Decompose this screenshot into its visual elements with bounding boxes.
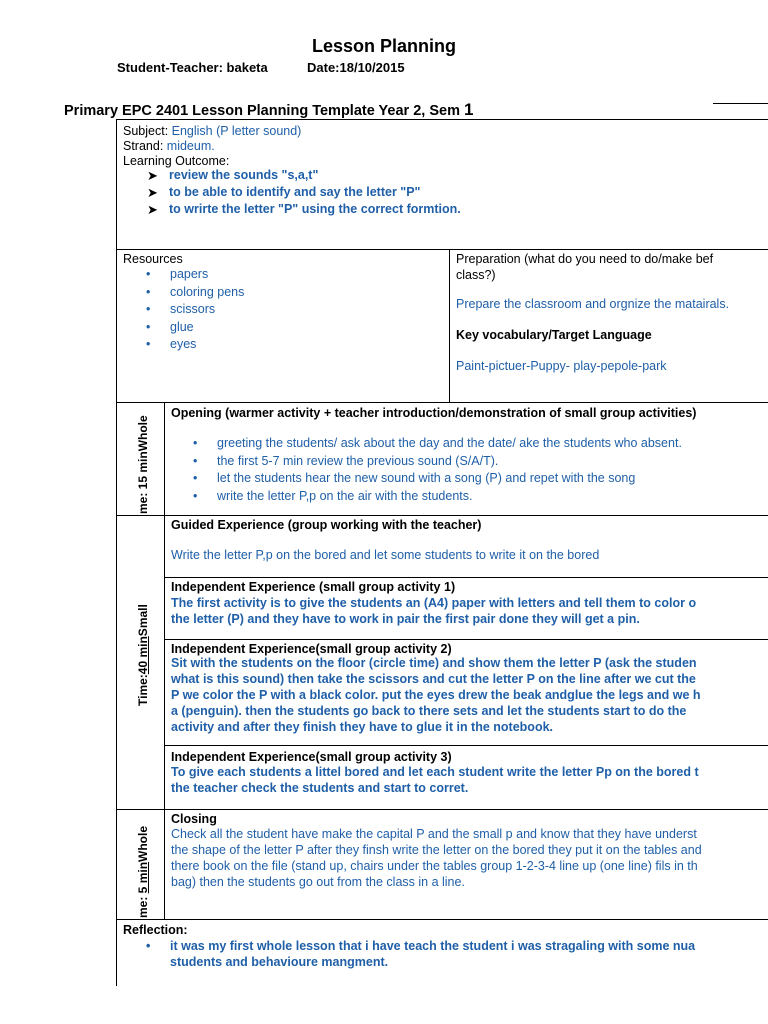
- template-title: [64, 100, 473, 120]
- text-line: The first activity is to give the students an (A4) paper with letters and tell them to color o: [171, 596, 697, 610]
- vocab-text: Paint-pictuer-Puppy- play-pepole-park: [456, 359, 667, 373]
- bullet-icon: •: [193, 488, 198, 503]
- text-line: To give each students a littel bored and let each student write the letter Pp on the bored t: [171, 765, 699, 779]
- closing-time-suffix: Whole: [136, 825, 150, 862]
- bullet-icon: •: [146, 337, 151, 351]
- text-line: students and behavioure mangment.: [170, 955, 389, 969]
- small-group-time-label: [136, 604, 150, 706]
- ind3-text: [171, 764, 699, 796]
- arrow-bullet-icon: ➤: [147, 168, 158, 183]
- divider-ind2: [164, 745, 768, 746]
- guided-heading: Guided Experience (group working with the teacher): [171, 518, 482, 532]
- bullet-icon: •: [193, 453, 198, 468]
- subject-label: Subject:: [123, 124, 172, 138]
- small-group-time-suffix: Small: [136, 604, 150, 637]
- reflection-heading: Reflection:: [123, 923, 188, 937]
- text-line: Sit with the students on the floor (circle time) and show them the letter P (ask the studen: [171, 656, 697, 670]
- bullet-icon: •: [146, 302, 151, 316]
- list-item: • eyes: [146, 336, 244, 354]
- list-item: • write the letter P,p on the air with the students.: [193, 488, 682, 506]
- resources-list: [146, 266, 244, 354]
- arrow-bullet-icon: ➤: [147, 185, 158, 200]
- divider-guided: [164, 577, 768, 578]
- strand-value: mideum.: [166, 139, 215, 153]
- text-line: the letter (P) and they have to work in pair the first pair done they will get a pin.: [171, 612, 640, 626]
- preparation-text: Prepare the classroom and orgnize the matairals.: [456, 297, 730, 311]
- divider-ind1: [164, 639, 768, 640]
- closing-time-label: [136, 826, 150, 918]
- resources-heading: Resources: [123, 252, 183, 266]
- divider-closing: [116, 809, 768, 810]
- strand-label: Strand:: [123, 139, 167, 153]
- template-title-text: Primary EPC 2401 Lesson Planning Template Year 2, Sem: [64, 103, 460, 119]
- bullet-icon: •: [146, 939, 151, 953]
- list-item: • papers: [146, 266, 244, 284]
- list-item: • let the students hear the new sound with a song (P) and repet with the song: [193, 470, 682, 488]
- text-line: Check all the student have make the capital P and the small p and know that they have underst: [171, 827, 697, 841]
- outcome-label: Learning Outcome:: [123, 154, 230, 168]
- page-title: Lesson Planning: [311, 36, 457, 56]
- text-line: what is this sound) then take the scissors and cut the letter P on the line after we cut the: [171, 672, 696, 686]
- list-item: ➤ review the sounds "s,a,t": [147, 168, 319, 183]
- divider-opening: [116, 402, 768, 403]
- list-item: • scissors: [146, 301, 244, 319]
- student-teacher: Student-Teacher: baketa: [117, 60, 268, 75]
- reflection-text: [146, 938, 695, 970]
- divider-resources: [116, 249, 768, 250]
- text-line: a (penguin). then the students go back to there sets and let the students start to do the: [171, 704, 687, 718]
- closing-text: [171, 826, 702, 890]
- bullet-icon: •: [146, 284, 151, 299]
- text-line: P we color the P with a black color. put the eyes drew the beak andglue the legs and we h: [171, 688, 701, 702]
- bullet-icon: •: [193, 471, 198, 485]
- divider-reflection: [116, 919, 768, 920]
- subject-line: [123, 123, 301, 139]
- text-line: activity and after they finish they have to glue it in the notebook.: [171, 720, 554, 734]
- bullet-icon: •: [193, 436, 198, 450]
- list-item: • the first 5-7 min review the previous sound (S/A/T).: [193, 453, 682, 471]
- arrow-bullet-icon: ➤: [147, 202, 158, 217]
- lesson-date: Date:18/10/2015: [307, 60, 405, 75]
- bullet-icon: •: [146, 267, 151, 281]
- small-group-time-value: 40 min: [136, 636, 150, 675]
- list-item: ➤ to wrirte the letter "P" using the correct formtion.: [147, 202, 461, 217]
- strand-line: [123, 138, 215, 154]
- list-item: ➤ to be able to identify and say the letter "P": [147, 185, 421, 200]
- bullet-icon: •: [146, 319, 151, 334]
- ind1-text: [171, 595, 696, 627]
- divider-resources-prep: [449, 249, 450, 402]
- ind1-heading: Independent Experience (small group activity 1): [171, 580, 456, 594]
- opening-time-label: me: 15 minWhole: [136, 415, 150, 514]
- list-item: • it was my first whole lesson that i have teach the student i was stragaling with some nua: [146, 939, 696, 953]
- header-rule: [713, 103, 768, 104]
- ind2-heading: Independent Experience(small group activity 2): [171, 642, 452, 656]
- preparation-heading-2: class?): [456, 268, 496, 282]
- list-item: • glue: [146, 319, 244, 337]
- closing-time-value: 5 min: [136, 861, 150, 894]
- text-line: the teacher check the students and start to corret.: [171, 781, 469, 795]
- text-line: there book on the file (stand up, chairs under the tables group 1-2-3-4 line up (one line) fils in th: [171, 859, 698, 873]
- opening-heading: Opening (warmer activity + teacher introduction/demonstration of small group activities): [171, 406, 697, 420]
- small-group-time-prefix: Time:: [136, 674, 150, 706]
- preparation-heading-1: Preparation (what do you need to do/make bef: [456, 252, 714, 266]
- outcome-list: [147, 167, 461, 218]
- subject-value: English (P letter sound): [171, 124, 302, 138]
- vocab-heading: Key vocabulary/Target Language: [456, 328, 652, 342]
- ind2-text: [171, 655, 701, 735]
- text-line: the shape of the letter P after they finsh write the letter on the bored they put it on the tables and: [171, 843, 702, 857]
- closing-time-prefix: me:: [136, 893, 150, 918]
- divider-time-column: [164, 402, 165, 919]
- closing-heading: Closing: [171, 812, 217, 826]
- text-line: bag) then the students go out from the class in a line.: [171, 875, 465, 889]
- list-item: • coloring pens: [146, 284, 244, 302]
- template-sem-number: 1: [464, 100, 474, 119]
- opening-list: [193, 435, 682, 505]
- ind3-heading: Independent Experience(small group activity 3): [171, 750, 452, 764]
- divider-small-group: [116, 515, 768, 516]
- guided-text: Write the letter P,p on the bored and let some students to write it on the bored: [171, 548, 600, 562]
- list-item: • greeting the students/ ask about the day and the date/ ake the students who absent.: [193, 435, 682, 453]
